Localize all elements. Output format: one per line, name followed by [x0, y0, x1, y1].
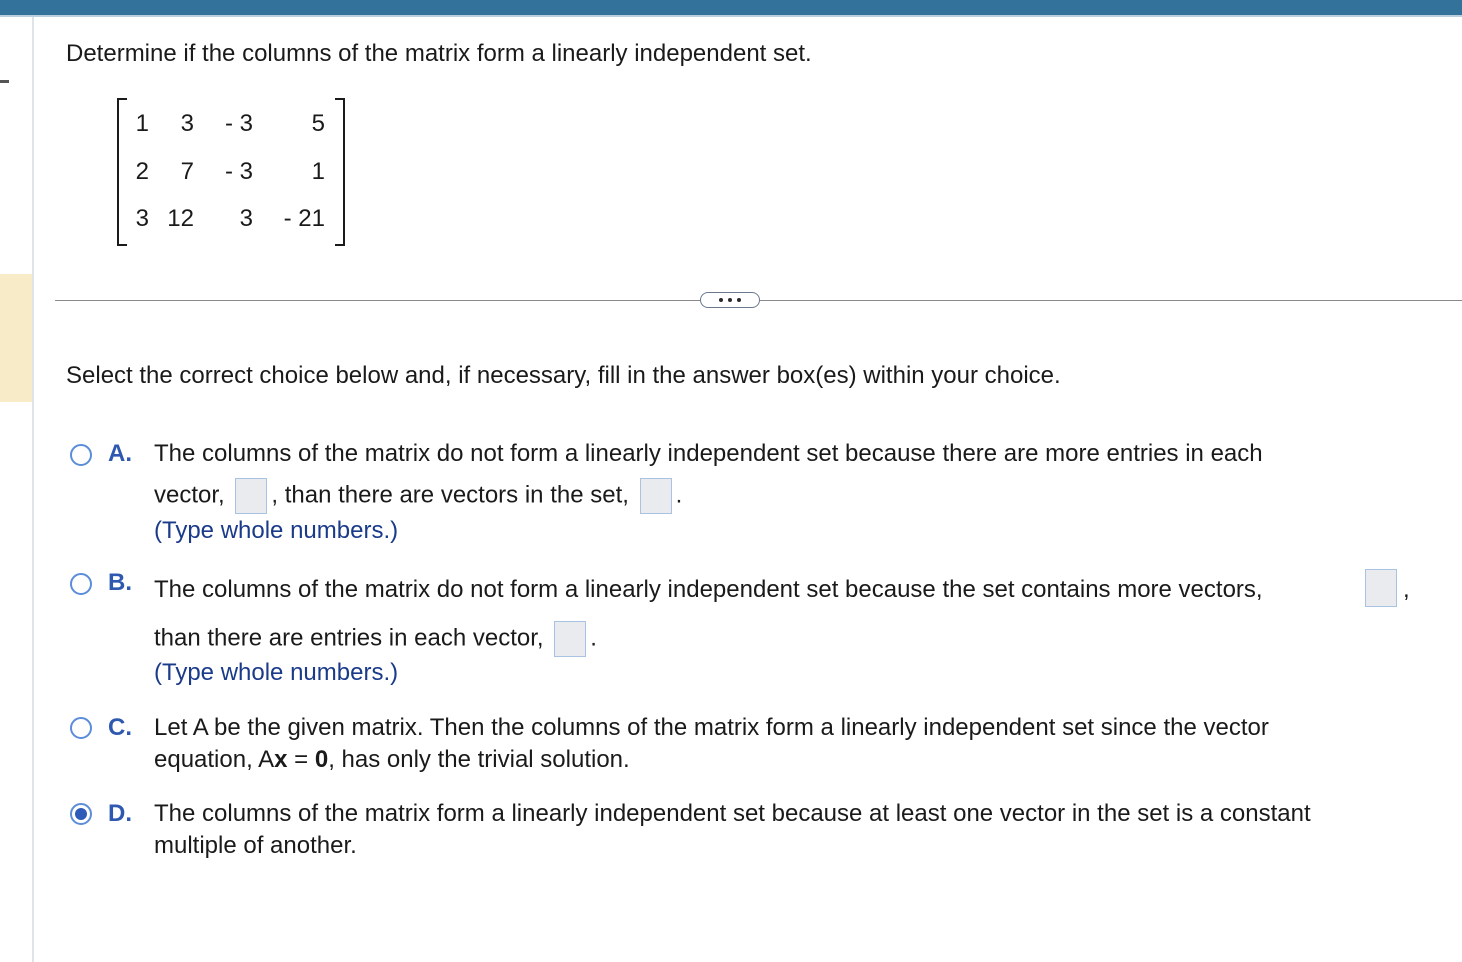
choice-a-letter: A.	[108, 440, 132, 467]
more-options-button[interactable]	[700, 292, 760, 308]
matrix-cell: 2	[135, 158, 149, 185]
matrix-cell: 7	[180, 158, 194, 185]
top-header-bar	[0, 0, 1462, 15]
header-underline	[0, 15, 1462, 17]
choice-a-text-part: .	[675, 481, 683, 509]
choice-b-line2	[154, 621, 597, 657]
choice-a-radio[interactable]	[70, 444, 92, 466]
vector-x: x	[274, 746, 288, 773]
matrix-cell: 1	[311, 158, 325, 185]
choice-b-answer-box-1[interactable]	[1365, 569, 1397, 607]
left-panel-dash	[0, 80, 9, 83]
choice-b-letter: B.	[108, 569, 132, 596]
choice-b-hint: (Type whole numbers.)	[154, 659, 399, 686]
choice-c-text: Let A be the given matrix. Then the columns of the matrix form a linearly independent set since the vector	[154, 714, 1269, 741]
choice-c-line2	[154, 746, 630, 774]
left-panel-border	[32, 17, 34, 962]
matrix-cell: - 3	[224, 158, 253, 185]
choice-a-answer-box-2[interactable]	[640, 478, 672, 514]
matrix-cell: - 3	[224, 110, 253, 137]
choice-d-line2: multiple of another.	[154, 832, 357, 859]
choice-c-letter: C.	[108, 714, 132, 741]
ellipsis-icon	[719, 298, 723, 302]
matrix-right-bracket	[335, 98, 345, 246]
choice-a-text-part: , than there are vectors in the set,	[271, 481, 629, 509]
choice-a-line2	[154, 478, 682, 514]
zero-vector: 0	[314, 746, 329, 773]
matrix-cell: 5	[311, 110, 325, 137]
choice-a-answer-box-1[interactable]	[235, 478, 267, 514]
matrix-cell: 3	[239, 205, 253, 232]
choice-a-text: The columns of the matrix do not form a linearly independent set because there are more entries in each	[154, 440, 1263, 467]
matrix-cell: 12	[167, 205, 194, 232]
choice-d-letter: D.	[108, 800, 132, 827]
choice-b-text: The columns of the matrix do not form a linearly independent set because the set contains more vectors,	[154, 576, 1263, 603]
matrix-cell: 3	[180, 110, 194, 137]
choice-b-answer-box-2[interactable]	[554, 621, 586, 657]
choice-d-text: The columns of the matrix form a linearly independent set because at least one vector in the set is a constant	[154, 800, 1311, 827]
choice-b-text-part: than there are entries in each vector,	[154, 624, 544, 652]
matrix-cell: - 21	[283, 205, 325, 232]
choice-c-text-part: , has only the trivial solution.	[328, 746, 630, 773]
instruction-text: Select the correct choice below and, if necessary, fill in the answer box(es) within your choice.	[66, 362, 1061, 389]
matrix-cell: 3	[135, 205, 149, 232]
ellipsis-icon	[728, 298, 732, 302]
matrix-cell: 1	[135, 110, 149, 137]
choice-a-text-part: vector,	[154, 481, 225, 509]
left-panel-highlight	[0, 274, 32, 402]
choice-d-radio[interactable]	[70, 803, 92, 825]
choice-b-comma: ,	[1403, 576, 1410, 603]
question-text: Determine if the columns of the matrix form a linearly independent set.	[66, 40, 812, 67]
choice-c-text-part: =	[287, 746, 315, 773]
choice-b-radio[interactable]	[70, 573, 92, 595]
choice-b-text-part: .	[590, 624, 597, 652]
choice-a-hint: (Type whole numbers.)	[154, 517, 399, 544]
ellipsis-icon	[737, 298, 741, 302]
choice-c-radio[interactable]	[70, 717, 92, 739]
choice-c-text-part: equation, A	[154, 746, 275, 773]
matrix	[117, 98, 345, 244]
